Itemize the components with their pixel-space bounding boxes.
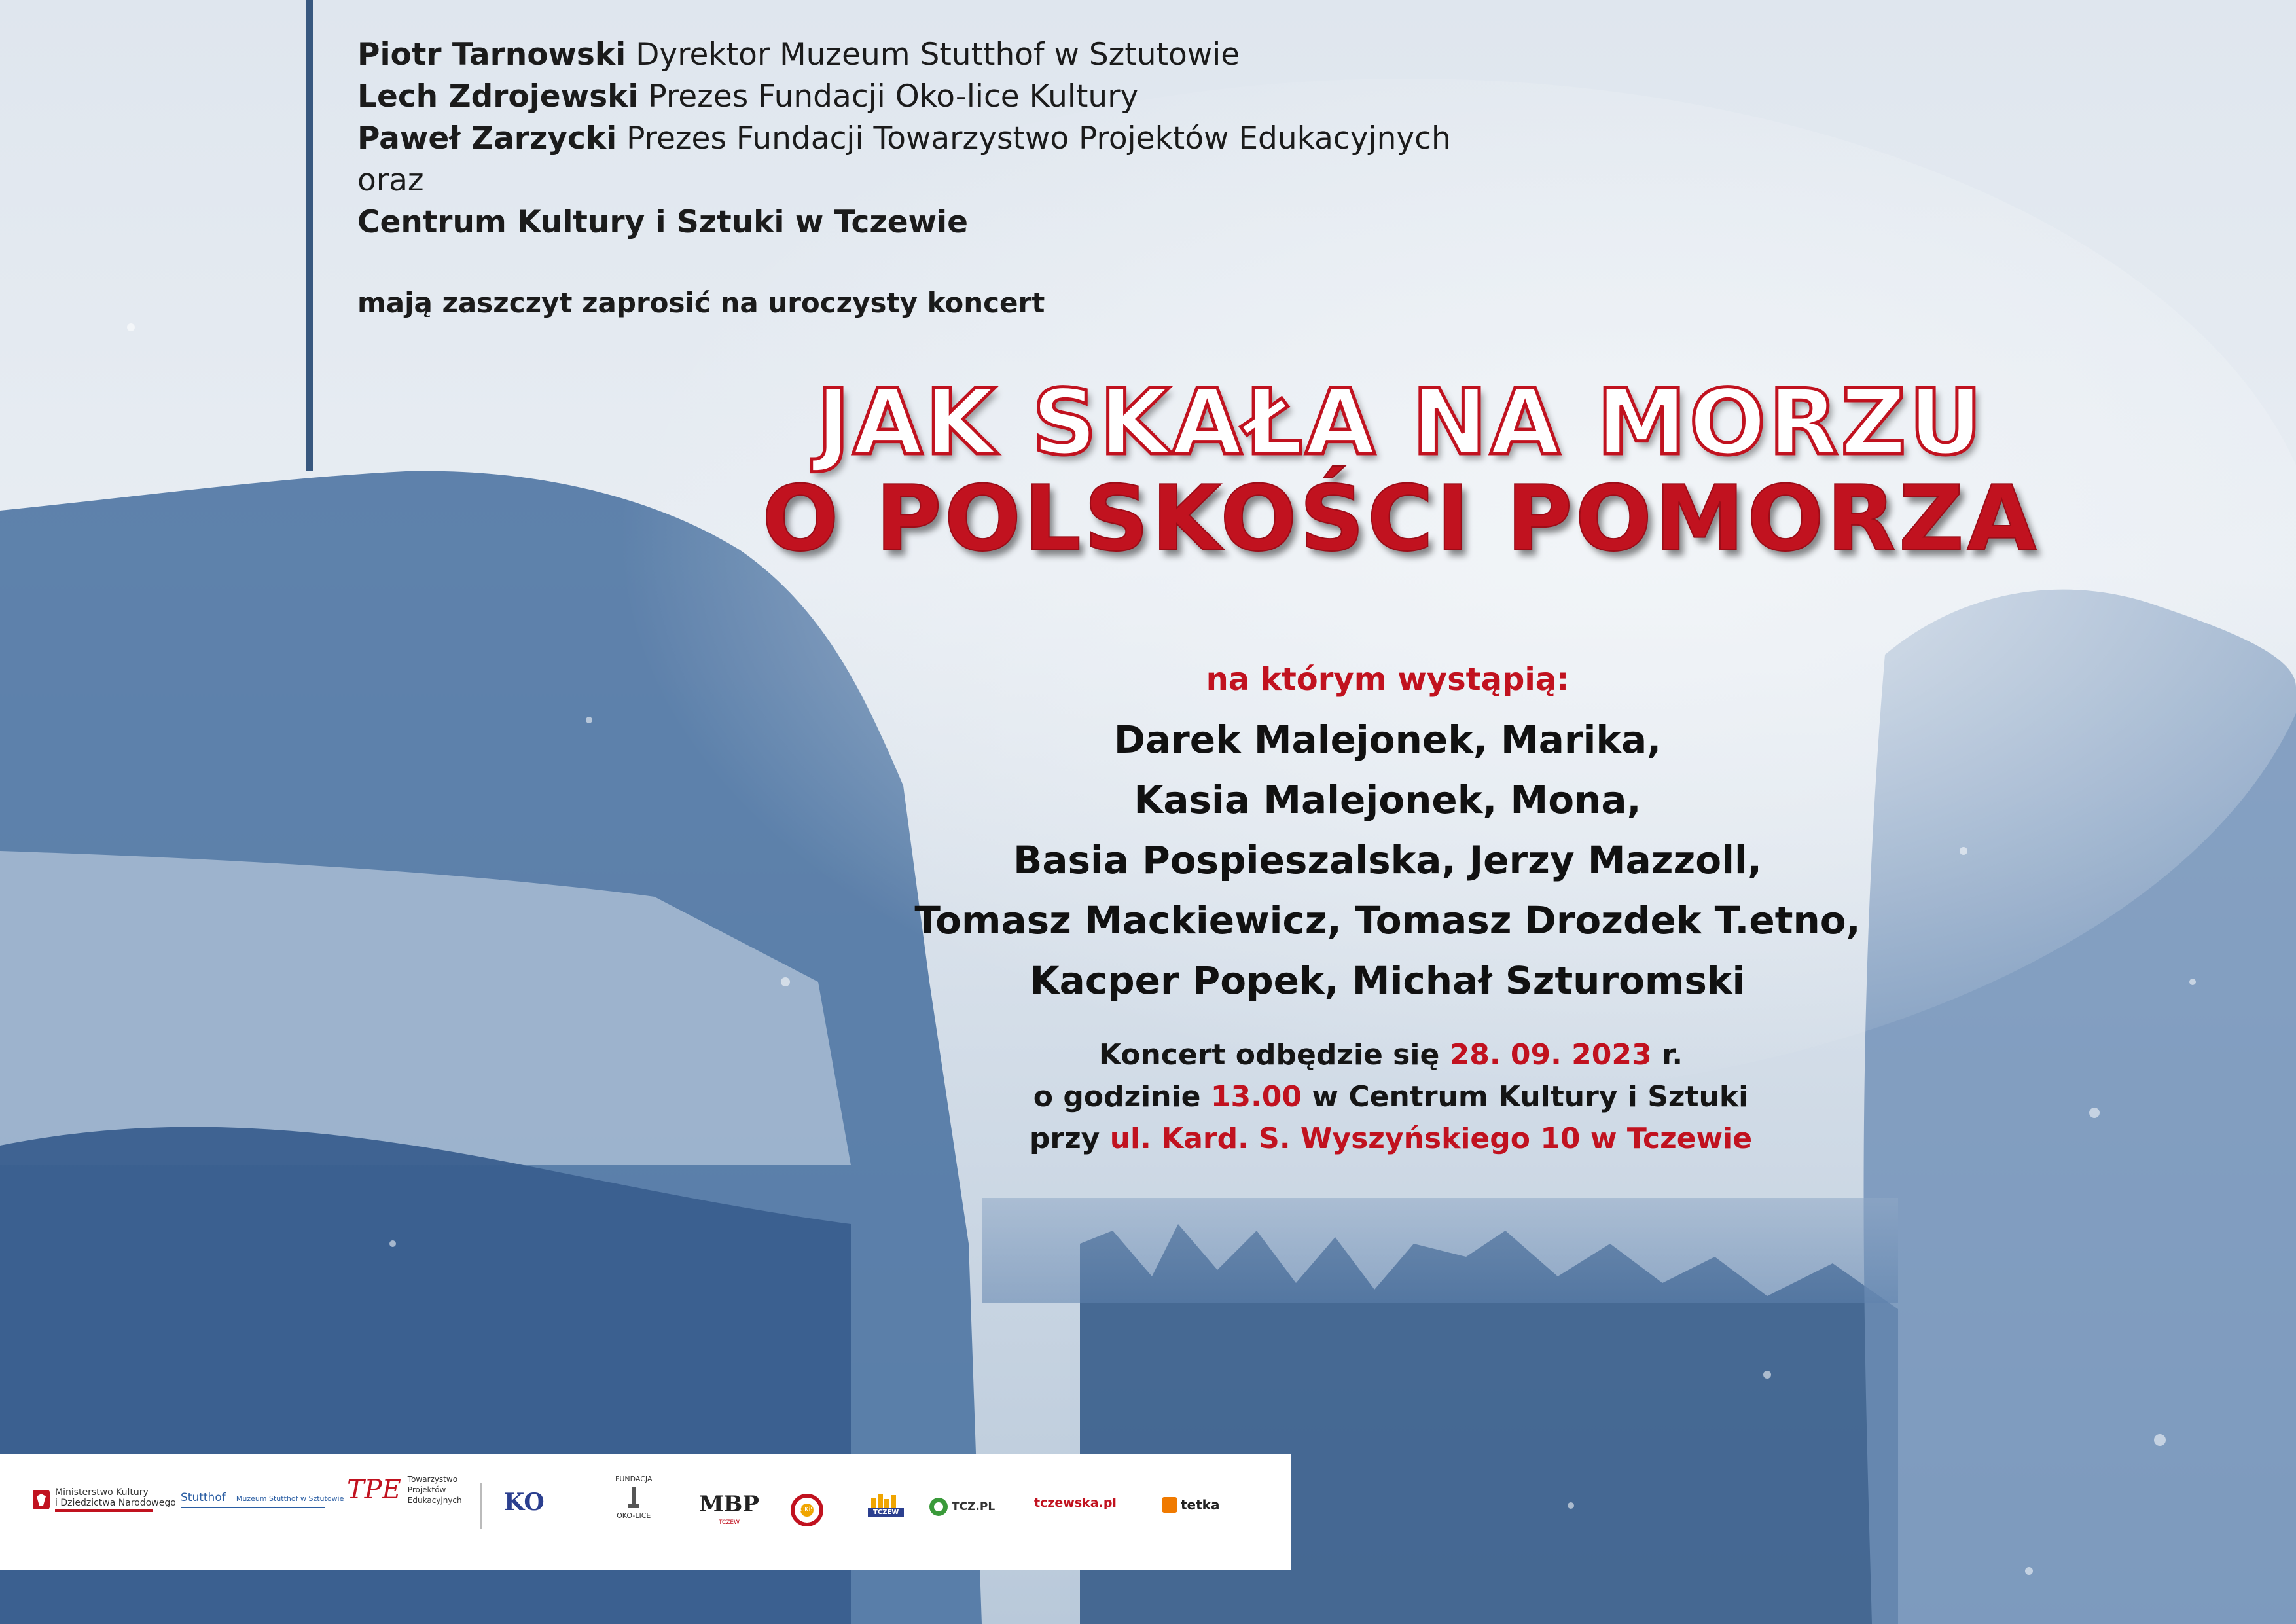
invitation-text: mają zaszczyt zaprosić na uroczysty koncert — [357, 287, 1045, 319]
ministry-line: Ministerstwo Kultury — [55, 1487, 149, 1498]
tetka-logo — [1161, 1496, 1219, 1513]
connector-text: oraz — [357, 162, 424, 198]
hosts-block — [357, 34, 1451, 244]
performers-line: Tomasz Mackiewicz, Tomasz Drozdek T.etno, — [914, 898, 1861, 943]
stutthof-name: Stutthof — [181, 1491, 226, 1504]
tpe-line: Towarzystwo — [407, 1475, 458, 1484]
stutthof-logo — [181, 1491, 344, 1508]
host-role: Prezes Fundacji Towarzystwo Projektów Edukacyjnych — [626, 120, 1451, 156]
event-address: ul. Kard. S. Wyszyńskiego 10 w Tczewie — [1109, 1122, 1753, 1155]
tpe-logo — [347, 1474, 462, 1506]
details-text: przy — [1029, 1122, 1100, 1155]
event-time: 13.00 — [1210, 1080, 1302, 1113]
performers-line: Basia Pospieszalska, Jerzy Mazzoll, — [1013, 838, 1762, 882]
globe-icon — [928, 1496, 949, 1517]
mbp-mark: MBP — [699, 1491, 759, 1517]
ckis-logo — [791, 1494, 815, 1526]
tczpl-logo — [928, 1496, 995, 1517]
host-line — [357, 76, 1451, 118]
host-line — [357, 118, 1451, 160]
mbp-logo — [699, 1491, 759, 1528]
okolice-line: OKO-LICE — [617, 1511, 651, 1520]
details-text: r. — [1661, 1038, 1683, 1072]
event-details — [1008, 1034, 1774, 1160]
performers-block — [903, 661, 1872, 1011]
host-role: Prezes Fundacji Oko-lice Kultury — [648, 79, 1139, 115]
event-date: 28. 09. 2023 — [1449, 1038, 1652, 1072]
performers-line: Kacper Popek, Michał Szturomski — [1030, 958, 1746, 1003]
okolice-line: FUNDACJA — [615, 1475, 653, 1483]
logo-divider — [480, 1483, 482, 1529]
city-skyline-icon — [870, 1491, 903, 1508]
details-text: Koncert odbędzie się — [1098, 1038, 1440, 1072]
okolice-logo — [615, 1474, 652, 1521]
performers-line: Darek Malejonek, Marika, — [1113, 717, 1662, 762]
mbp-sub: TCZEW — [718, 1519, 740, 1526]
ministry-line: i Dziedzictwa Narodowego — [55, 1498, 176, 1508]
tpe-line: Edukacyjnych — [407, 1496, 462, 1505]
details-text: o godzinie — [1033, 1080, 1201, 1113]
details-time-line — [1008, 1076, 1774, 1118]
organizer-name: Centrum Kultury i Sztuki w Tczewie — [357, 204, 968, 240]
ko-logo — [504, 1489, 545, 1516]
tczew-logo — [868, 1491, 904, 1517]
ko-mark: KO — [504, 1489, 545, 1516]
ministry-logo — [31, 1487, 176, 1512]
eagle-emblem-icon — [31, 1489, 51, 1511]
host-role: Dyrektor Muzeum Stutthof w Sztutowie — [636, 37, 1240, 73]
tetka-tv-icon — [1161, 1496, 1178, 1513]
host-name: Paweł Zarzycki — [357, 120, 617, 156]
tczewska-text: tczewska.pl — [1034, 1496, 1117, 1510]
title-line-2: O POLSKOŚCI POMORZA — [762, 466, 2039, 571]
title-line-1: JAK SKAŁA NA MORZU — [816, 370, 1985, 475]
ckis-text: CKiS — [800, 1506, 815, 1513]
tpe-mark: TPE — [347, 1475, 401, 1505]
sponsor-logos-strip — [0, 1454, 1291, 1570]
tczewska-logo — [1034, 1498, 1117, 1508]
tczpl-text: TCZ.PL — [952, 1500, 996, 1513]
host-line — [357, 34, 1451, 76]
stutthof-subtitle: Muzeum Stutthof w Sztutowie — [232, 1494, 344, 1503]
details-date-line — [1008, 1034, 1774, 1076]
host-name: Lech Zdrojewski — [357, 79, 639, 115]
details-text: w Centrum Kultury i Sztuki — [1312, 1080, 1749, 1113]
tczew-text: TCZEW — [868, 1508, 904, 1517]
tpe-line: Projektów — [407, 1485, 446, 1494]
tetka-text: tetka — [1181, 1497, 1220, 1513]
host-name: Piotr Tarnowski — [357, 37, 626, 73]
details-address-line — [1008, 1118, 1774, 1160]
fountain-icon — [625, 1485, 642, 1511]
performers-heading: na którym wystąpią: — [1206, 661, 1570, 698]
performers-line: Kasia Malejonek, Mona, — [1134, 778, 1641, 822]
